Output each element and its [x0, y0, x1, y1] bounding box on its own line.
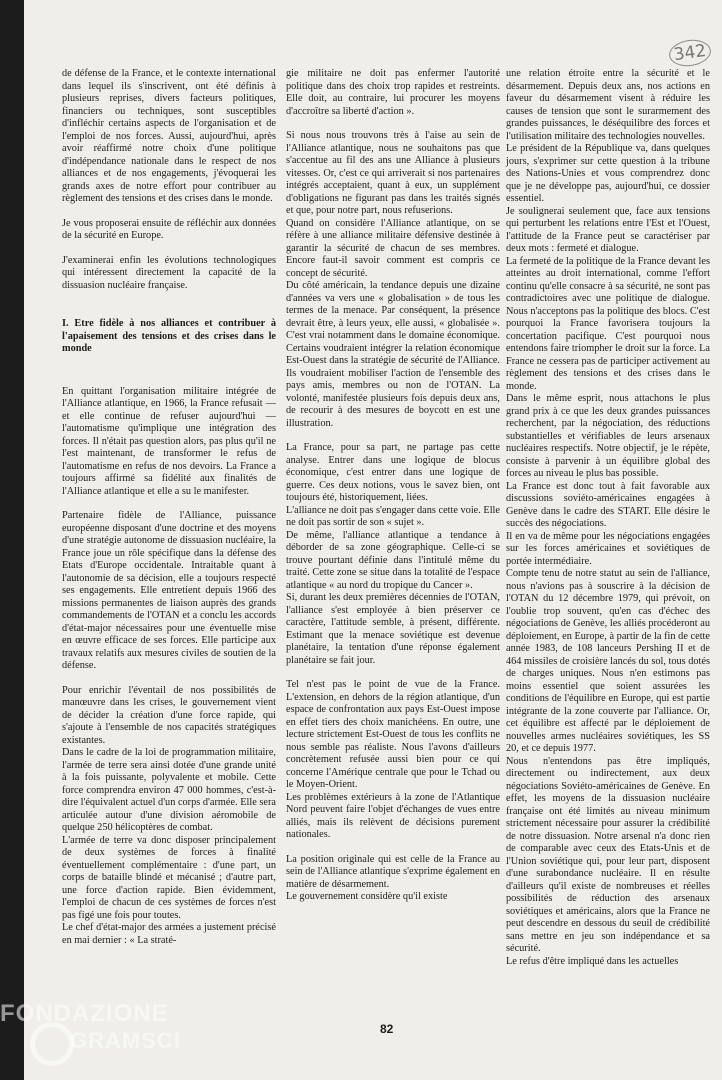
watermark-logo-icon — [30, 1022, 74, 1066]
page-binding-edge — [0, 0, 24, 1080]
archive-watermark — [0, 1000, 181, 1053]
paragraph: De même, l'alliance atlantique a tendance à déborder de sa zone géographique. Celle-ci se trouve pourtant définie dans l'intitulé même du traité. Cette zone se situe dans la totalité de l'espace atlantique « au nord du tropique du Cancer ». — [286, 529, 500, 591]
paragraph: Si nous nous trouvons très à l'aise au sein de l'Alliance atlantique, nous ne souhaitons pas que s'accentue au fil des ans une Alliance à plusieurs vitesses. Or, c'est ce qui arriverait si nos partenaires intégrés acceptaient, quant à eux, un supplément d'obligations ne figurant pas dans les traités signés et que, pour notre part, nous refuserions. — [286, 130, 500, 216]
paragraph: Si, durant les deux premières décennies de l'OTAN, l'alliance s'est employée à bien préserver ce caractère, l'attitude semble, à présent, différente. Estimant que la menace soviétique est devenue planétaire, la tentation d'une réponse également planétaire se fait jour. — [286, 592, 500, 666]
paragraph: Compte tenu de notre statut au sein de l'alliance, nous n'avions pas à souscrire à la décision de l'OTAN du 12 décembre 1979, qui prévoit, on l'oublie trop souvent, qu'en cas d'échec des négociations de Genève, les alliés procéderont au déploiement, en Europe, à partir de la fin de cette année 1983, de 108 lanceurs Pershing II et de 464 missiles de croisière lancés du sol, tous dotés de charges uniques. Nous n'en estimons pas moins essentiel que soient assurées les conditions de l'équilibre en Europe, qui est partie intégrante de la zone couverte par l'alliance. Or, cet équilibre est affecté par le déploiement de nouvelles armes nucléaires soviétiques, les SS 20, et ce depuis 1977. — [506, 568, 710, 754]
text-column-left — [62, 68, 276, 947]
paragraph: Le refus d'être impliqué dans les actuelles — [506, 955, 679, 967]
paragraph: Dans le cadre de la loi de programmation militaire, l'armée de terre sera ainsi dotée d'une grande unité à la fois puissante, polyvalente et mobile. Cette force comprendra environ 47 000 hommes, c'est-à-dire l'équivalent actuel d'un corps d'armée. Elle sera articulée autour d'une division aéromobile de quelque 250 hélicoptères de combat. — [62, 747, 276, 833]
paragraph: de défense de la France, et le contexte international dans lequel ils s'inscrivent, ont été définis à plusieurs reprises, divers facteurs politiques, financiers ou techniques, sont susceptibles d'infléchir certains aspects de l'organisation et de l'emploi de nos forces. Aussi, aujourd'hui, après avoir réaffirmé notre choix d'une politique d'indépendance nationale dans le respect de nos alliances et de nos engagements, j'évoquerai les grands axes de notre effort pour contribuer au règlement des tensions et des crises dans le monde. — [62, 68, 276, 204]
paragraph: une relation étroite entre la sécurité et le désarmement. Depuis deux ans, nos actions en faveur du désarmement visent à réduire les causes de tension que sont le surarmement des grandes puissances, le déséquilibre des forces et l'utilisation militaire des technologies nouvelles. — [506, 68, 710, 142]
paragraph: Le président de la République va, dans quelques jours, s'exprimer sur cette question à la tribune des Nations-Unies et vous comprendrez donc que je ne développe pas, aujourd'hui, ce dossier essentiel. — [506, 143, 710, 204]
paragraph: Je vous proposerai ensuite de réfléchir aux données de la sécurité en Europe. — [62, 217, 276, 241]
paragraph: gie militaire ne doit pas enfermer l'autorité politique dans des choix trop rapides et restreints. Elle doit, au contraire, lui procurer les moyens d'accroître sa liberté d'action ». — [286, 68, 500, 117]
paragraph: En quittant l'organisation militaire intégrée de l'Alliance atlantique, en 1966, la France refusait — et elle continue de refuser aujourd'hui — l'automatisme qu'implique une intégration des forces. Il n'était pas question alors, pas plus qu'il ne l'est maintenant, de transformer le refus de l'automatisme en refus de nos devoirs. La France a toujours affirmé sa fidélité aux finalités de l'Alliance atlantique et elle a su le manifester. — [62, 385, 276, 497]
paragraph: Il en va de même pour les négociations engagées sur les forces américaines et soviétiques de portée intermédiaire. — [506, 530, 710, 567]
paragraph: Tel n'est pas le point de vue de la France. L'extension, en dehors de la région atlantique, d'un espace de confrontation aux pays Est-Ouest impose en effet tiers des choix manichéens. En outre, une lecture strictement Est-Ouest de tous les conflits ne nous semble pas réaliste. Nous l'avons d'ailleurs concrètement refusée aussi bien pour ce qui concerne l'Amérique centrale que pour le Tchad ou le Moyen-Orient. — [286, 679, 500, 790]
paragraph: Les problèmes extérieurs à la zone de l'Atlantique Nord peuvent faire l'objet d'échanges de vues entre alliés, mais ils relèvent de décisions purement nationales. — [286, 791, 500, 840]
paragraph: J'examinerai enfin les évolutions technologiques qui intéressent directement la capacité de la dissuasion nucléaire française. — [62, 254, 276, 291]
paragraph: Du côté américain, la tendance depuis une dizaine d'années va vers une « globalisation » de tous les termes de la menace. Par conséquent, la présence devrait être, à leurs yeux, elle aussi, « globalisée ». C'est vrai notamment dans le domaine économique. Certains voudraient intégrer la relation économique Est-Ouest dans la stratégie de sécurité de l'Alliance. Ils voudraient mobiliser l'action de l'ensemble des pays amis, membres ou non de l'OTAN. La volonté, manifestée plusieurs fois depuis deux ans, de recourir à des mesures de boycott en est une illustration. — [286, 280, 500, 429]
paragraph: Le gouvernement considère qu'il existe — [286, 891, 448, 902]
watermark-text: GRAMSCI — [70, 1028, 181, 1053]
paragraph: L'alliance ne doit pas s'engager dans cette voie. Elle ne doit pas sortir de son « sujet ». — [286, 504, 500, 528]
paragraph: La fermeté de la politique de la France devant les atteintes au droit international, comme l'effort continu qu'elle consacre à sa sécurité, ne sont pas contradictoires avec une politique de dialogue. Nous n'acceptons pas la politique des blocs. C'est pourquoi la France favorisera toujours la concertation pacifique. C'est pourquoi nous entendons faire triompher le droit sur la force. La France ne cessera pas de participer activement au règlement des tensions et des crises dans le monde. — [506, 255, 710, 392]
text-column-middle — [286, 68, 500, 904]
text-column-right — [506, 68, 710, 968]
section-heading: I. Etre fidèle à nos alliances et contribuer à l'apaisement des tensions et des crises dans le monde — [62, 318, 276, 354]
handwritten-page-note: 342 — [667, 37, 712, 69]
paragraph: Nous n'entendons pas être impliqués, directement ou indirectement, aux deux négociations Soviéto-américaines de Genève. En effet, les moyens de la dissuasion nucléaire française ont été limités au niveau minimum strictement nécessaire pour assurer la crédibilité de notre dissuasion. Notre arsenal n'a donc rien de comparable avec ceux des Etats-Unis et de l'Union soviétique qui, pour leur part, disposent d'une surabondance nucléaire. Il en résulte d'ailleurs qu'il existe de nombreuses et réelles possibilités de réduction des arsenaux soviétiques et américains, alors que la France ne peut descendre en dessous du seuil de crédibilité sans mettre en jeu son indépendance et sa sécurité. — [506, 755, 710, 954]
paragraph: Je soulignerai seulement que, face aux tensions qui perturbent les relations entre l'Est et l'Ouest, l'attitude de la France peut se caractériser par deux mots : fermeté et dialogue. — [506, 205, 710, 254]
paragraph: Le chef d'état-major des armées a justement précisé en mai dernier : « La straté- — [62, 922, 276, 946]
paragraph: La France est donc tout à fait favorable aux discussions soviéto-américaines engagées à Genève dans le cadre des START. Elle désire le succès des négociations. — [506, 480, 710, 529]
paragraph: Pour enrichir l'éventail de nos possibilités de manœuvre dans les crises, le gouvernement vient de décider la création d'une force rapide, qui s'ajoute à l'ensemble de nos capacités stratégiques existantes. — [62, 684, 276, 746]
watermark-text: FONDAZIONE — [0, 1000, 169, 1027]
paragraph: La France, pour sa part, ne partage pas cette analyse. Entrer dans une logique de blocus économique, c'est entrer dans une logique de guerre. Ces deux notions, vous le savez bien, ont toujours été, historiquement, liées. — [286, 442, 500, 503]
paragraph: Partenaire fidèle de l'Alliance, puissance européenne disposant d'une doctrine et des moyens d'une stratégie autonome de dissuasion nucléaire, la France joue un rôle spécifique dans la défense des Etats d'Europe occidentale. Intraitable quant à l'autonomie de sa décision, elle a toujours respecté ses engagements. Elle entretient depuis 1966 des missions permanentes de liaison auprès des grands commandements de l'OTAN et a conclu les accords d'état-major nécessaires pour une éventuelle mise en œuvre efficace de ses forces. Elle participe aux travaux relatifs aux mesures civiles de soutien de la défense. — [62, 510, 276, 671]
paragraph: La position originale qui est celle de la France au sein de l'Alliance atlantique s'exprime également en matière de désarmement. — [286, 853, 500, 890]
paragraph: L'armée de terre va donc disposer principalement de deux systèmes de forces à finalité éventuellement complémentaire : d'une part, un corps de bataille blindé et mécanisé ; d'autre part, une force d'action rapide. Bien évidemment, l'emploi de chacun de ces systèmes de forces n'est pas figé une fois pour toutes. — [62, 834, 276, 921]
page-number: 82 — [380, 1022, 394, 1036]
paragraph: Dans le même esprit, nous attachons le plus grand prix à ce que les deux grandes puissances recherchent, par la négociation, des réductions substantielles et vérifiables de leurs arsenaux nucléaires respectifs. Notre objectif, je le répète, consiste à parvenir à un équilibre global des forces au niveau le plus bas possible. — [506, 393, 710, 479]
paragraph: Quand on considère l'Alliance atlantique, on se réfère à une alliance militaire défensive destinée à garantir la sécurité de chacun de ses membres. Encore faut-il savoir comment est compris ce concept de sécurité. — [286, 217, 500, 279]
document-page — [24, 0, 722, 1080]
